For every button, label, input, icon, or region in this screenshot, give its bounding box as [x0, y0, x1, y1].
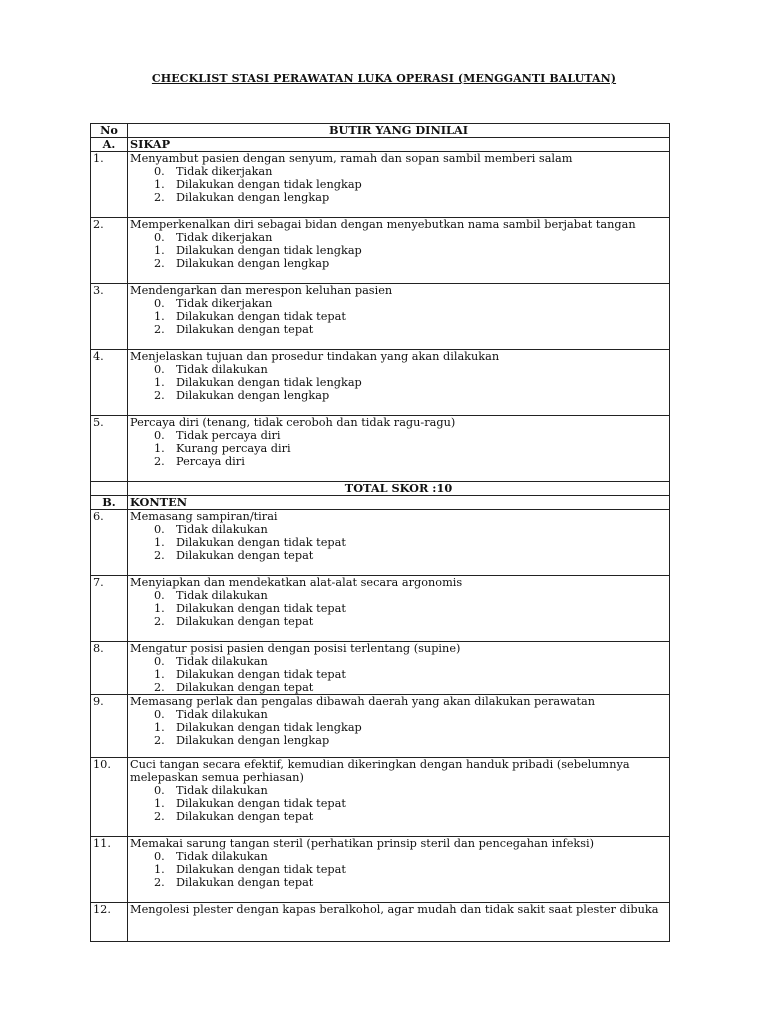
row-text: Percaya diri (tenang, tidak ceroboh dan tidak ragu-ragu): [130, 416, 456, 429]
row-number: 3.: [91, 284, 128, 350]
option-number: 0.: [154, 850, 165, 863]
option-list: [130, 850, 667, 889]
option-text: Dilakukan dengan tidak lengkap: [176, 376, 362, 389]
row-number: 7.: [91, 576, 128, 642]
table-row: [91, 695, 670, 758]
row-content: [128, 695, 670, 758]
option-text: Tidak dikerjakan: [176, 297, 273, 310]
option-number: 0.: [154, 363, 165, 376]
option-number: 2.: [154, 876, 165, 889]
option-list: [130, 708, 667, 747]
row-text: Menyiapkan dan mendekatkan alat-alat secara argonomis: [130, 576, 463, 589]
option-number: 2.: [154, 734, 165, 747]
option-item: [154, 257, 667, 270]
option-number: 1.: [154, 863, 165, 876]
row-text: Mengolesi plester dengan kapas beralkohol, agar mudah dan tidak sakit saat plester dibuka: [130, 903, 659, 916]
option-item: [154, 455, 667, 468]
option-text: Dilakukan dengan tidak tepat: [176, 310, 346, 323]
row-number: 8.: [91, 642, 128, 695]
row-text: Cuci tangan secara efektif, kemudian dikeringkan dengan handuk pribadi (sebelumnya melepaskan semua perhiasan): [130, 758, 630, 784]
option-item: [154, 429, 667, 442]
option-text: Dilakukan dengan tepat: [176, 876, 314, 889]
option-text: Kurang percaya diri: [176, 442, 291, 455]
row-content: [128, 510, 670, 576]
total-no-cell: [91, 482, 128, 496]
option-list: [130, 655, 667, 694]
document-title: CHECKLIST STASI PERAWATAN LUKA OPERASI (MENGGANTI BALUTAN): [151, 72, 617, 85]
option-text: Dilakukan dengan tidak lengkap: [176, 178, 362, 191]
option-number: 0.: [154, 784, 165, 797]
option-item: [154, 734, 667, 747]
row-number: 4.: [91, 350, 128, 416]
option-item: [154, 602, 667, 615]
section-a-row: [91, 138, 670, 152]
option-text: Dilakukan dengan lengkap: [176, 257, 330, 270]
option-number: 2.: [154, 549, 165, 562]
option-number: 0.: [154, 708, 165, 721]
option-list: [130, 784, 667, 823]
option-number: 1.: [154, 602, 165, 615]
option-text: Dilakukan dengan lengkap: [176, 734, 330, 747]
option-number: 1.: [154, 178, 165, 191]
option-text: Percaya diri: [176, 455, 245, 468]
table-row: [91, 837, 670, 903]
section-b-row: [91, 496, 670, 510]
option-item: [154, 244, 667, 257]
option-text: Dilakukan dengan tidak lengkap: [176, 244, 362, 257]
row-text: Memasang perlak dan pengalas dibawah daerah yang akan dilakukan perawatan: [130, 695, 596, 708]
option-text: Tidak dilakukan: [176, 784, 268, 797]
row-content: [128, 152, 670, 218]
option-item: [154, 721, 667, 734]
option-text: Tidak dikerjakan: [176, 231, 273, 244]
row-text: Mengatur posisi pasien dengan posisi terlentang (supine): [130, 642, 461, 655]
option-number: 2.: [154, 681, 165, 694]
option-item: [154, 549, 667, 562]
total-score-row: [91, 482, 670, 496]
option-number: 0.: [154, 523, 165, 536]
table-row: [91, 416, 670, 482]
row-number: 2.: [91, 218, 128, 284]
option-text: Dilakukan dengan tepat: [176, 549, 314, 562]
table-row: [91, 152, 670, 218]
option-text: Dilakukan dengan tidak tepat: [176, 863, 346, 876]
row-text: Memasang sampiran/tirai: [130, 510, 278, 523]
option-item: [154, 708, 667, 721]
row-content: [128, 576, 670, 642]
table-row: [91, 218, 670, 284]
option-item: [154, 191, 667, 204]
option-number: 0.: [154, 589, 165, 602]
option-text: Dilakukan dengan tidak lengkap: [176, 721, 362, 734]
row-text: Menyambut pasien dengan senyum, ramah dan sopan sambil memberi salam: [130, 152, 573, 165]
option-number: 2.: [154, 323, 165, 336]
row-number: 1.: [91, 152, 128, 218]
row-number: 11.: [91, 837, 128, 903]
row-text: Menjelaskan tujuan dan prosedur tindakan yang akan dilakukan: [130, 350, 500, 363]
option-item: [154, 863, 667, 876]
table-row: [91, 576, 670, 642]
option-number: 0.: [154, 429, 165, 442]
option-item: [154, 615, 667, 628]
option-item: [154, 297, 667, 310]
option-item: [154, 876, 667, 889]
option-item: [154, 523, 667, 536]
option-number: 1.: [154, 536, 165, 549]
option-item: [154, 376, 667, 389]
header-item: BUTIR YANG DINILAI: [128, 124, 670, 138]
option-list: [130, 165, 667, 204]
option-item: [154, 231, 667, 244]
row-text: Mendengarkan dan merespon keluhan pasien: [130, 284, 393, 297]
table-header-row: [91, 124, 670, 138]
row-number: 10.: [91, 758, 128, 837]
row-number: 12.: [91, 903, 128, 942]
option-number: 1.: [154, 721, 165, 734]
option-text: Dilakukan dengan tepat: [176, 810, 314, 823]
option-item: [154, 536, 667, 549]
option-item: [154, 655, 667, 668]
option-text: Tidak dilakukan: [176, 363, 268, 376]
option-text: Tidak dilakukan: [176, 850, 268, 863]
option-text: Dilakukan dengan tepat: [176, 323, 314, 336]
section-a-no: A.: [91, 138, 128, 152]
option-text: Dilakukan dengan tidak tepat: [176, 668, 346, 681]
option-text: Dilakukan dengan tepat: [176, 615, 314, 628]
row-content: [128, 837, 670, 903]
option-item: [154, 850, 667, 863]
option-number: 1.: [154, 797, 165, 810]
row-number: 6.: [91, 510, 128, 576]
section-b-label: KONTEN: [128, 496, 670, 510]
row-number: 9.: [91, 695, 128, 758]
option-text: Dilakukan dengan lengkap: [176, 389, 330, 402]
row-content: [128, 350, 670, 416]
option-number: 2.: [154, 615, 165, 628]
option-item: [154, 323, 667, 336]
option-item: [154, 389, 667, 402]
option-text: Dilakukan dengan tidak tepat: [176, 536, 346, 549]
table-row: [91, 510, 670, 576]
option-number: 0.: [154, 165, 165, 178]
header-no: No: [91, 124, 128, 138]
option-number: 1.: [154, 376, 165, 389]
row-content: [128, 642, 670, 695]
option-item: [154, 165, 667, 178]
row-content: [128, 903, 670, 942]
option-list: [130, 231, 667, 270]
section-b-no: B.: [91, 496, 128, 510]
row-text: Memperkenalkan diri sebagai bidan dengan menyebutkan nama sambil berjabat tangan: [130, 218, 636, 231]
table-row: [91, 758, 670, 837]
option-text: Dilakukan dengan lengkap: [176, 191, 330, 204]
option-number: 1.: [154, 244, 165, 257]
option-item: [154, 810, 667, 823]
option-number: 1.: [154, 668, 165, 681]
option-number: 1.: [154, 442, 165, 455]
option-text: Tidak dilakukan: [176, 655, 268, 668]
option-text: Tidak percaya diri: [176, 429, 281, 442]
option-item: [154, 668, 667, 681]
row-text: Memakai sarung tangan steril (perhatikan prinsip steril dan pencegahan infeksi): [130, 837, 595, 850]
table-row: [91, 350, 670, 416]
row-content: [128, 416, 670, 482]
row-content: [128, 284, 670, 350]
option-list: [130, 429, 667, 468]
option-text: Dilakukan dengan tidak tepat: [176, 797, 346, 810]
total-score-label: TOTAL SKOR :10: [128, 482, 670, 496]
option-number: 2.: [154, 191, 165, 204]
option-text: Tidak dikerjakan: [176, 165, 273, 178]
checklist-table: [90, 123, 670, 942]
option-text: Tidak dilakukan: [176, 589, 268, 602]
option-item: [154, 797, 667, 810]
table-row: [91, 903, 670, 942]
option-number: 0.: [154, 655, 165, 668]
option-list: [130, 363, 667, 402]
row-content: [128, 758, 670, 837]
table-row: [91, 642, 670, 695]
section-a-label: SIKAP: [128, 138, 670, 152]
option-item: [154, 363, 667, 376]
option-list: [130, 523, 667, 562]
option-text: Tidak dilakukan: [176, 708, 268, 721]
option-number: 2.: [154, 810, 165, 823]
option-list: [130, 589, 667, 628]
row-number: 5.: [91, 416, 128, 482]
option-text: Dilakukan dengan tepat: [176, 681, 314, 694]
option-item: [154, 589, 667, 602]
option-item: [154, 681, 667, 694]
option-number: 2.: [154, 455, 165, 468]
option-item: [154, 442, 667, 455]
option-item: [154, 310, 667, 323]
option-text: Tidak dilakukan: [176, 523, 268, 536]
option-number: 1.: [154, 310, 165, 323]
option-number: 0.: [154, 297, 165, 310]
option-item: [154, 784, 667, 797]
row-content: [128, 218, 670, 284]
option-number: 0.: [154, 231, 165, 244]
option-list: [130, 297, 667, 336]
option-number: 2.: [154, 257, 165, 270]
option-number: 2.: [154, 389, 165, 402]
table-row: [91, 284, 670, 350]
option-item: [154, 178, 667, 191]
option-text: Dilakukan dengan tidak tepat: [176, 602, 346, 615]
